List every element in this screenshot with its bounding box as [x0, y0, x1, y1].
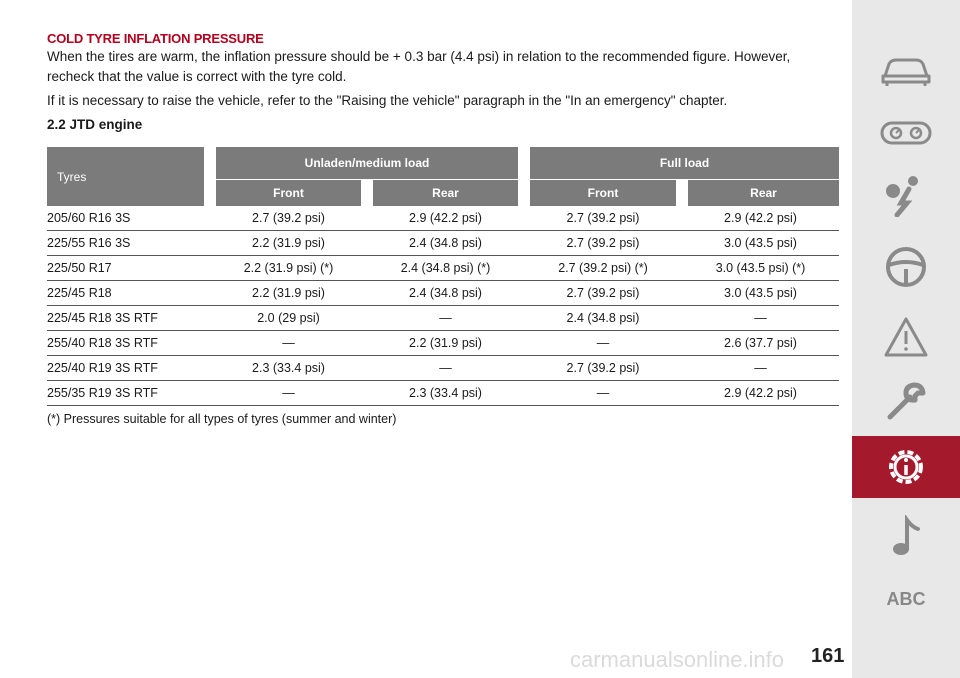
- pressure-cell: 2.4 (34.8 psi) (*): [367, 256, 524, 281]
- tyre-size-cell: 225/50 R17: [47, 256, 210, 281]
- pressure-cell: 2.7 (39.2 psi): [524, 231, 682, 256]
- pressure-cell: 2.9 (42.2 psi): [682, 206, 839, 231]
- tyre-size-cell: 205/60 R16 3S: [47, 206, 210, 231]
- table-row: [47, 281, 839, 306]
- unladen-rear-header: Rear: [367, 180, 524, 207]
- footnote: (*) Pressures suitable for all types of tyres (summer and winter): [47, 412, 397, 426]
- wrench-icon[interactable]: [852, 370, 960, 432]
- pressure-cell: 2.6 (37.7 psi): [682, 331, 839, 356]
- tyres-column-header: Tyres: [47, 147, 210, 206]
- full-load-header: Full load: [524, 147, 839, 180]
- gauges-icon[interactable]: [852, 102, 960, 164]
- pressure-cell: —: [367, 306, 524, 331]
- pressure-cell: 2.7 (39.2 psi): [524, 206, 682, 231]
- pressure-cell: 2.4 (34.8 psi): [367, 281, 524, 306]
- pressure-cell: 2.2 (31.9 psi): [210, 281, 367, 306]
- pressure-cell: 2.4 (34.8 psi): [524, 306, 682, 331]
- pressure-cell: 3.0 (43.5 psi): [682, 231, 839, 256]
- table-row: [47, 356, 839, 381]
- table-row: [47, 231, 839, 256]
- pressure-cell: —: [210, 381, 367, 406]
- music-note-icon[interactable]: [852, 506, 960, 568]
- tyre-size-cell: 225/40 R19 3S RTF: [47, 356, 210, 381]
- pressure-cell: 2.0 (29 psi): [210, 306, 367, 331]
- pressure-cell: 2.9 (42.2 psi): [682, 381, 839, 406]
- section-title: COLD TYRE INFLATION PRESSURE: [47, 31, 264, 46]
- pressure-cell: 2.7 (39.2 psi) (*): [524, 256, 682, 281]
- watermark: carmanualsonline.info: [570, 647, 785, 672]
- pressure-cell: 2.7 (39.2 psi): [524, 356, 682, 381]
- pressure-cell: —: [682, 356, 839, 381]
- pressure-cell: 2.4 (34.8 psi): [367, 231, 524, 256]
- page-number: 161: [811, 645, 845, 667]
- tyre-size-cell: 255/40 R18 3S RTF: [47, 331, 210, 356]
- pressure-cell: —: [524, 331, 682, 356]
- airbag-person-icon[interactable]: [852, 164, 960, 226]
- page-content: [47, 30, 839, 426]
- pressure-cell: —: [210, 331, 367, 356]
- pressure-cell: 2.2 (31.9 psi): [210, 231, 367, 256]
- pressure-cell: —: [524, 381, 682, 406]
- full-front-header: Front: [524, 180, 682, 207]
- tyre-size-cell: 255/35 R19 3S RTF: [47, 381, 210, 406]
- engine-title: 2.2 JTD engine: [47, 117, 143, 132]
- pressure-cell: 2.2 (31.9 psi) (*): [210, 256, 367, 281]
- table-row: [47, 306, 839, 331]
- car-icon[interactable]: [852, 40, 960, 102]
- pressure-cell: 2.3 (33.4 psi): [367, 381, 524, 406]
- chapter-sidebar: [852, 0, 960, 678]
- pressure-cell: 3.0 (43.5 psi): [682, 281, 839, 306]
- pressure-cell: 2.7 (39.2 psi): [524, 281, 682, 306]
- tyre-pressure-table: [47, 147, 839, 406]
- raise-vehicle-paragraph: If it is necessary to raise the vehicle, refer to the "Raising the vehicle" paragraph in the "In an emergency" chapter.: [47, 93, 728, 108]
- tyre-size-cell: 225/45 R18 3S RTF: [47, 306, 210, 331]
- pressure-cell: 2.2 (31.9 psi): [367, 331, 524, 356]
- table-row: [47, 206, 839, 231]
- abc-label: ABC: [886, 588, 926, 609]
- pressure-cell: —: [367, 356, 524, 381]
- gear-info-icon[interactable]: [852, 436, 960, 498]
- warm-tyre-paragraph: When the tires are warm, the inflation pressure should be + 0.3 bar (4.4 psi) in relation to the recommended figure. However, recheck that the value is correct with the tyre cold.: [47, 49, 791, 84]
- pressure-cell: 2.3 (33.4 psi): [210, 356, 367, 381]
- tyre-size-cell: 225/45 R18: [47, 281, 210, 306]
- table-row: [47, 331, 839, 356]
- unladen-front-header: Front: [210, 180, 367, 207]
- warning-triangle-icon[interactable]: [852, 306, 960, 368]
- pressure-cell: —: [682, 306, 839, 331]
- table-row: [47, 381, 839, 406]
- abc-index-icon[interactable]: [852, 568, 960, 630]
- tyre-size-cell: 225/55 R16 3S: [47, 231, 210, 256]
- table-row: [47, 256, 839, 281]
- pressure-cell: 2.7 (39.2 psi): [210, 206, 367, 231]
- steering-wheel-icon[interactable]: [852, 236, 960, 298]
- pressure-cell: 3.0 (43.5 psi) (*): [682, 256, 839, 281]
- pressure-cell: 2.9 (42.2 psi): [367, 206, 524, 231]
- unladen-load-header: Unladen/medium load: [210, 147, 524, 180]
- full-rear-header: Rear: [682, 180, 839, 207]
